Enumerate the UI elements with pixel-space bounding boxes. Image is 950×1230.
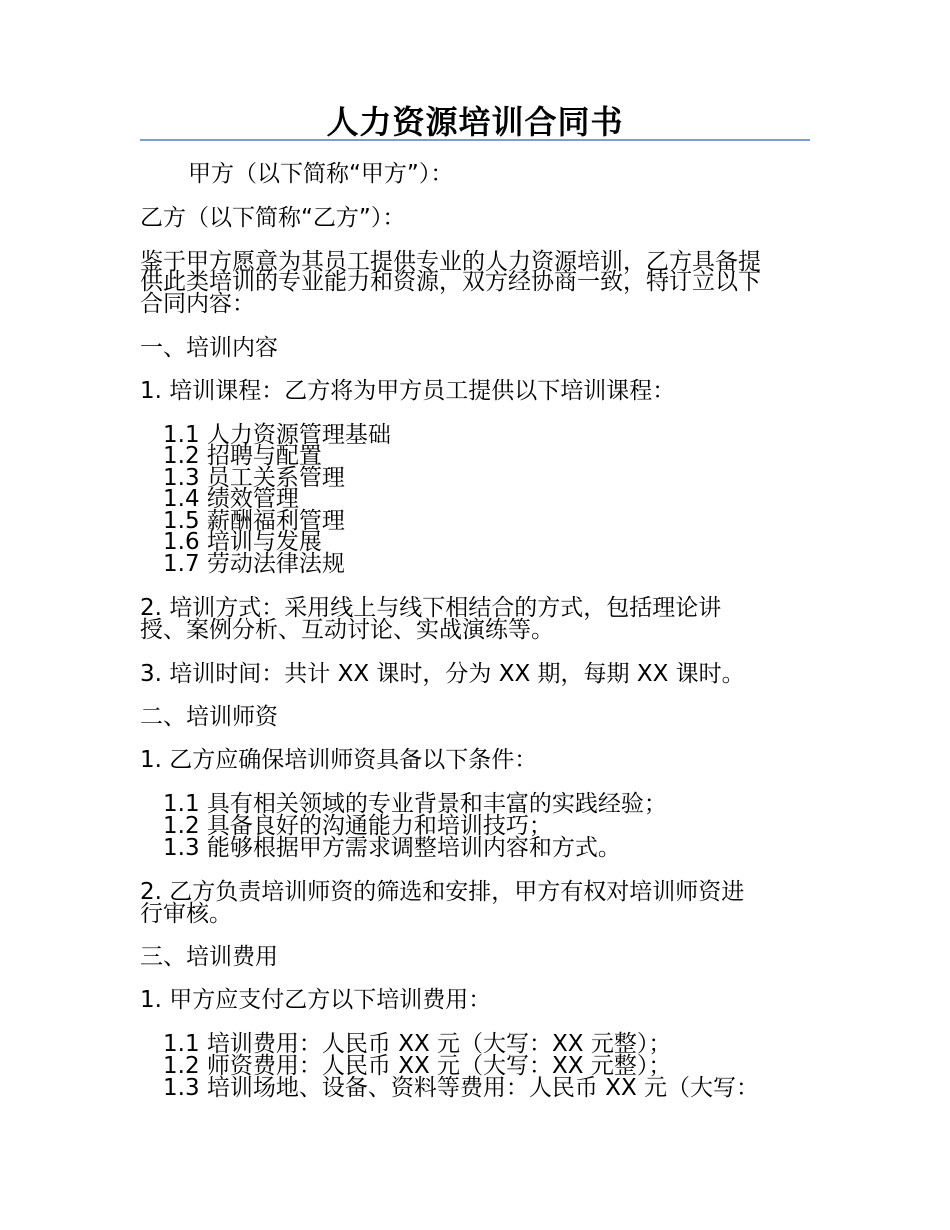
- section-2-heading: 二、培训师资: [140, 704, 278, 730]
- title-underline: [140, 139, 810, 141]
- section-1-item-3: 3. 培训时间：共计 XX 课时，分为 XX 期，每期 XX 课时。: [140, 661, 745, 687]
- section-1-heading: 一、培训内容: [140, 335, 278, 361]
- course-item: 1.4 绩效管理: [163, 486, 299, 512]
- preamble-line-1: 鉴于甲方愿意为其员工提供专业的人力资源培训，乙方具备提: [140, 249, 761, 275]
- fee-item: 1.3 培训场地、设备、资料等费用：人民币 XX 元（大写：: [163, 1075, 760, 1101]
- fee-item: 1.2 师资费用：人民币 XX 元（大写：XX 元整）；: [163, 1053, 672, 1079]
- course-item: 1.2 招聘与配置: [163, 443, 322, 469]
- condition-item: 1.2 具备良好的沟通能力和培训技巧；: [163, 813, 552, 839]
- document-title: 人力资源培训合同书: [326, 103, 624, 141]
- section-3-item-1: 1. 甲方应支付乙方以下培训费用：: [140, 987, 492, 1013]
- section-2-item-2-line-1: 2. 乙方负责培训师资的筛选和安排，甲方有权对培训师资进: [140, 879, 745, 905]
- fee-item: 1.1 培训费用：人民币 XX 元（大写：XX 元整）；: [163, 1031, 672, 1057]
- course-item: 1.6 培训与发展: [163, 529, 322, 555]
- course-item: 1.7 劳动法律法规: [163, 551, 345, 577]
- condition-item: 1.3 能够根据甲方需求调整培训内容和方式。: [163, 835, 621, 861]
- section-1-item-2-line-1: 2. 培训方式：采用线上与线下相结合的方式，包括理论讲: [140, 595, 722, 621]
- section-2-item-1: 1. 乙方应确保培训师资具备以下条件：: [140, 747, 538, 773]
- party-b-line: 乙方（以下简称“乙方”）：: [140, 205, 406, 231]
- course-item: 1.1 人力资源管理基础: [163, 422, 391, 448]
- course-item: 1.5 薪酬福利管理: [163, 508, 345, 534]
- preamble-line-3: 合同内容：: [140, 291, 255, 317]
- preamble-line-2: 供此类培训的专业能力和资源，双方经协商一致，特订立以下: [140, 269, 761, 295]
- party-a-line: 甲方（以下简称“甲方”）：: [188, 161, 454, 187]
- section-1-item-2-line-2: 授、案例分析、互动讨论、实战演练等。: [140, 617, 554, 643]
- course-item: 1.3 员工关系管理: [163, 465, 345, 491]
- section-2-item-2-line-2: 行审核。: [140, 901, 232, 927]
- section-3-heading: 三、培训费用: [140, 944, 278, 970]
- section-1-item-1: 1. 培训课程：乙方将为甲方员工提供以下培训课程：: [140, 378, 676, 404]
- condition-item: 1.1 具有相关领域的专业背景和丰富的实践经验；: [163, 791, 667, 817]
